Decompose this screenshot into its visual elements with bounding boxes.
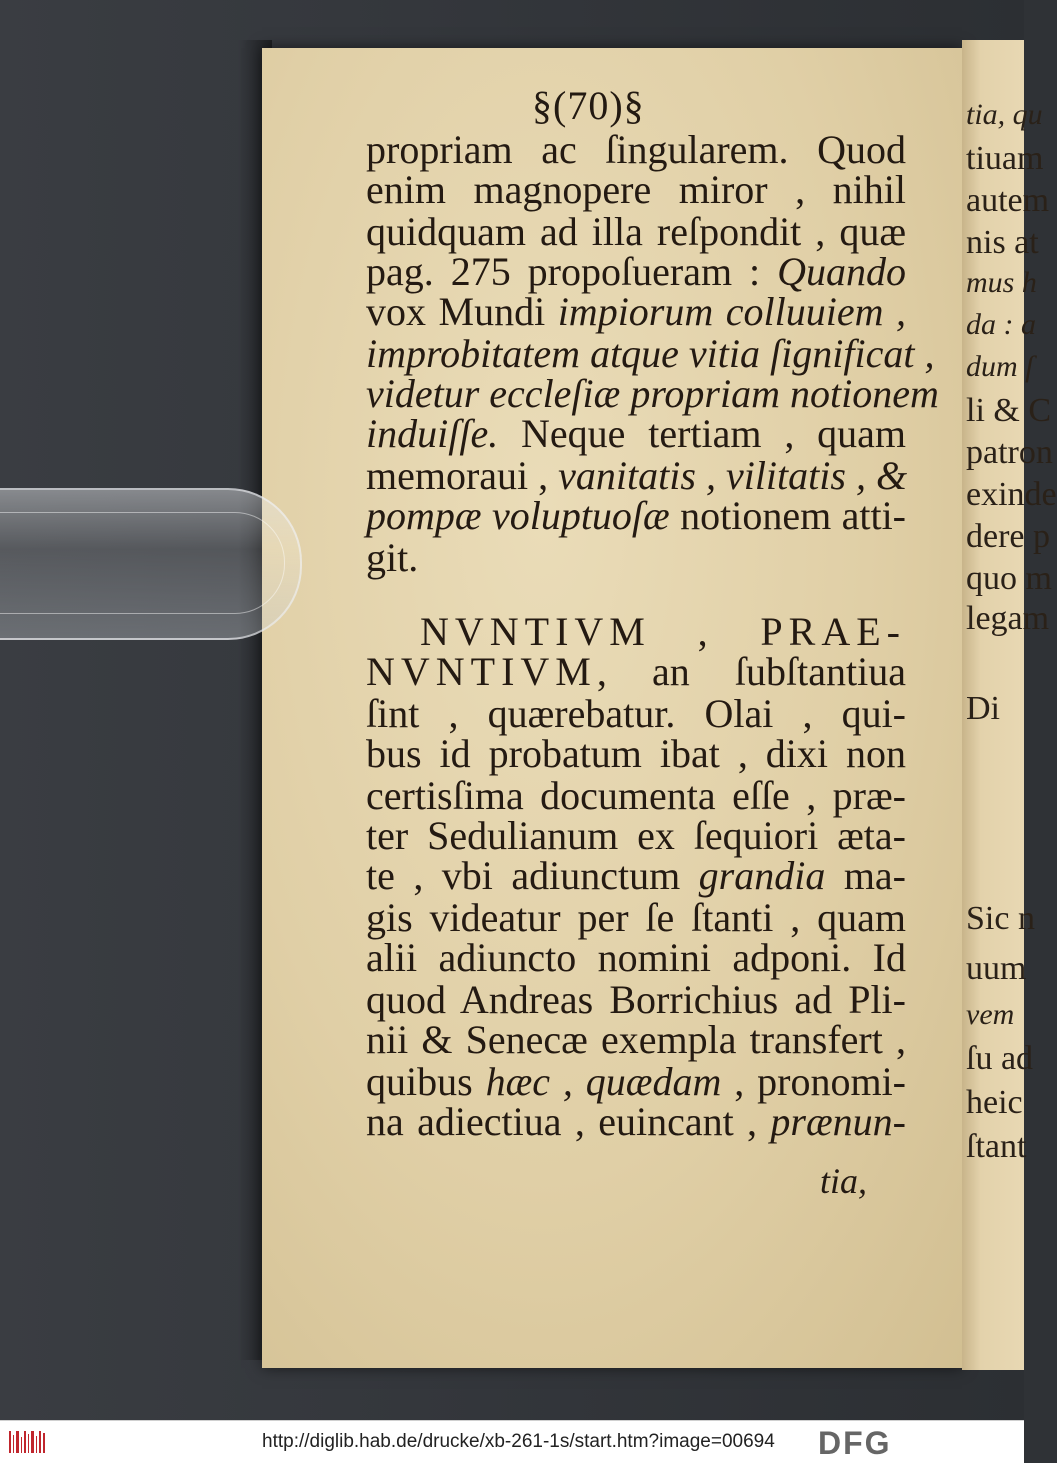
dfg-logo: DFG bbox=[818, 1425, 892, 1461]
next-page-line: heic bbox=[966, 1084, 1023, 1121]
text-line: vox Mundi impiorum colluuiem , bbox=[366, 289, 906, 334]
text-line: ſint , quærebatur. Olai , qui- bbox=[366, 691, 906, 736]
next-page-line: quo m bbox=[966, 560, 1052, 597]
text-line: improbitatem atque vitia ſignificat , bbox=[366, 331, 935, 376]
next-page-line: mus h bbox=[966, 266, 1037, 299]
glass-weight-highlight bbox=[0, 512, 285, 614]
next-page-fragment bbox=[962, 40, 1057, 1370]
next-page-line: patron bbox=[966, 434, 1053, 471]
next-page-line: vem bbox=[966, 998, 1015, 1031]
text-line: nii & Senecæ exempla transfert , bbox=[366, 1017, 906, 1062]
catchword: tia, bbox=[820, 1161, 868, 1201]
next-page-line: ſu ad bbox=[966, 1040, 1034, 1077]
next-page-line: legam bbox=[966, 600, 1050, 637]
text-line: te , vbi adiunctum grandia ma- bbox=[366, 853, 907, 898]
text-line: quod Andreas Borrichius ad Pli- bbox=[366, 977, 906, 1022]
next-page-line: dere p bbox=[966, 518, 1051, 555]
text-line: na adiectiua , euincant , prænun- bbox=[366, 1099, 906, 1144]
footer-bar bbox=[0, 1420, 1024, 1463]
text-line: quibus hæc , quædam , pronomi- bbox=[366, 1059, 907, 1104]
next-page-line: Sic n bbox=[966, 900, 1035, 937]
text-line: git. bbox=[366, 535, 419, 580]
next-page-line: autem bbox=[966, 182, 1050, 219]
next-page-line: li & C bbox=[966, 392, 1052, 429]
text-line: certisſima documenta eſſe , præ- bbox=[366, 773, 906, 818]
text-line: induiſſe. Neque tertiam , quam bbox=[366, 411, 906, 456]
text-line: videtur eccleſiæ propriam notionem bbox=[366, 371, 939, 416]
text-line: ter Sedulianum ex ſequiori æta- bbox=[366, 813, 906, 858]
barcode-icon bbox=[8, 1429, 48, 1455]
next-page-line: tia, qu bbox=[966, 98, 1043, 131]
text-line: pag. 275 propoſueram : Quando bbox=[366, 249, 906, 294]
text-line: memoraui , vanitatis , vilitatis , & bbox=[366, 453, 908, 498]
text-line: NVNTIVM , PRAE- bbox=[420, 609, 906, 654]
text-line: pompæ voluptuoſæ notionem atti- bbox=[366, 493, 907, 538]
next-page-line: nis at bbox=[966, 224, 1039, 261]
next-page-line: exinde bbox=[966, 476, 1057, 513]
next-page-line: da : a bbox=[966, 308, 1036, 341]
next-page-line: ſtant bbox=[966, 1128, 1027, 1165]
text-line: bus id probatum ibat , dixi non bbox=[366, 731, 906, 776]
next-page-line: dum ſ bbox=[966, 350, 1034, 383]
source-link[interactable]: http://diglib.hab.de/drucke/xb-261-1s/start.htm?image=00694 bbox=[262, 1431, 775, 1452]
text-line: gis videatur per ſe ſtanti , quam bbox=[366, 895, 906, 940]
text-line: propriam ac ſingularem. Quod bbox=[366, 127, 906, 172]
text-line: alii adiuncto nomini adponi. Id bbox=[366, 935, 906, 980]
next-page-line: Di bbox=[966, 690, 1000, 727]
next-page-line: tiuam bbox=[966, 140, 1044, 177]
page-header: §(70)§ bbox=[532, 83, 645, 128]
text-line: enim magnopere miror , nihil bbox=[366, 167, 906, 212]
text-line: NVNTIVM, an ſubſtantiua bbox=[366, 649, 906, 694]
next-page-line: uum bbox=[966, 950, 1027, 987]
text-line: quidquam ad illa reſpondit , quæ bbox=[366, 209, 906, 254]
